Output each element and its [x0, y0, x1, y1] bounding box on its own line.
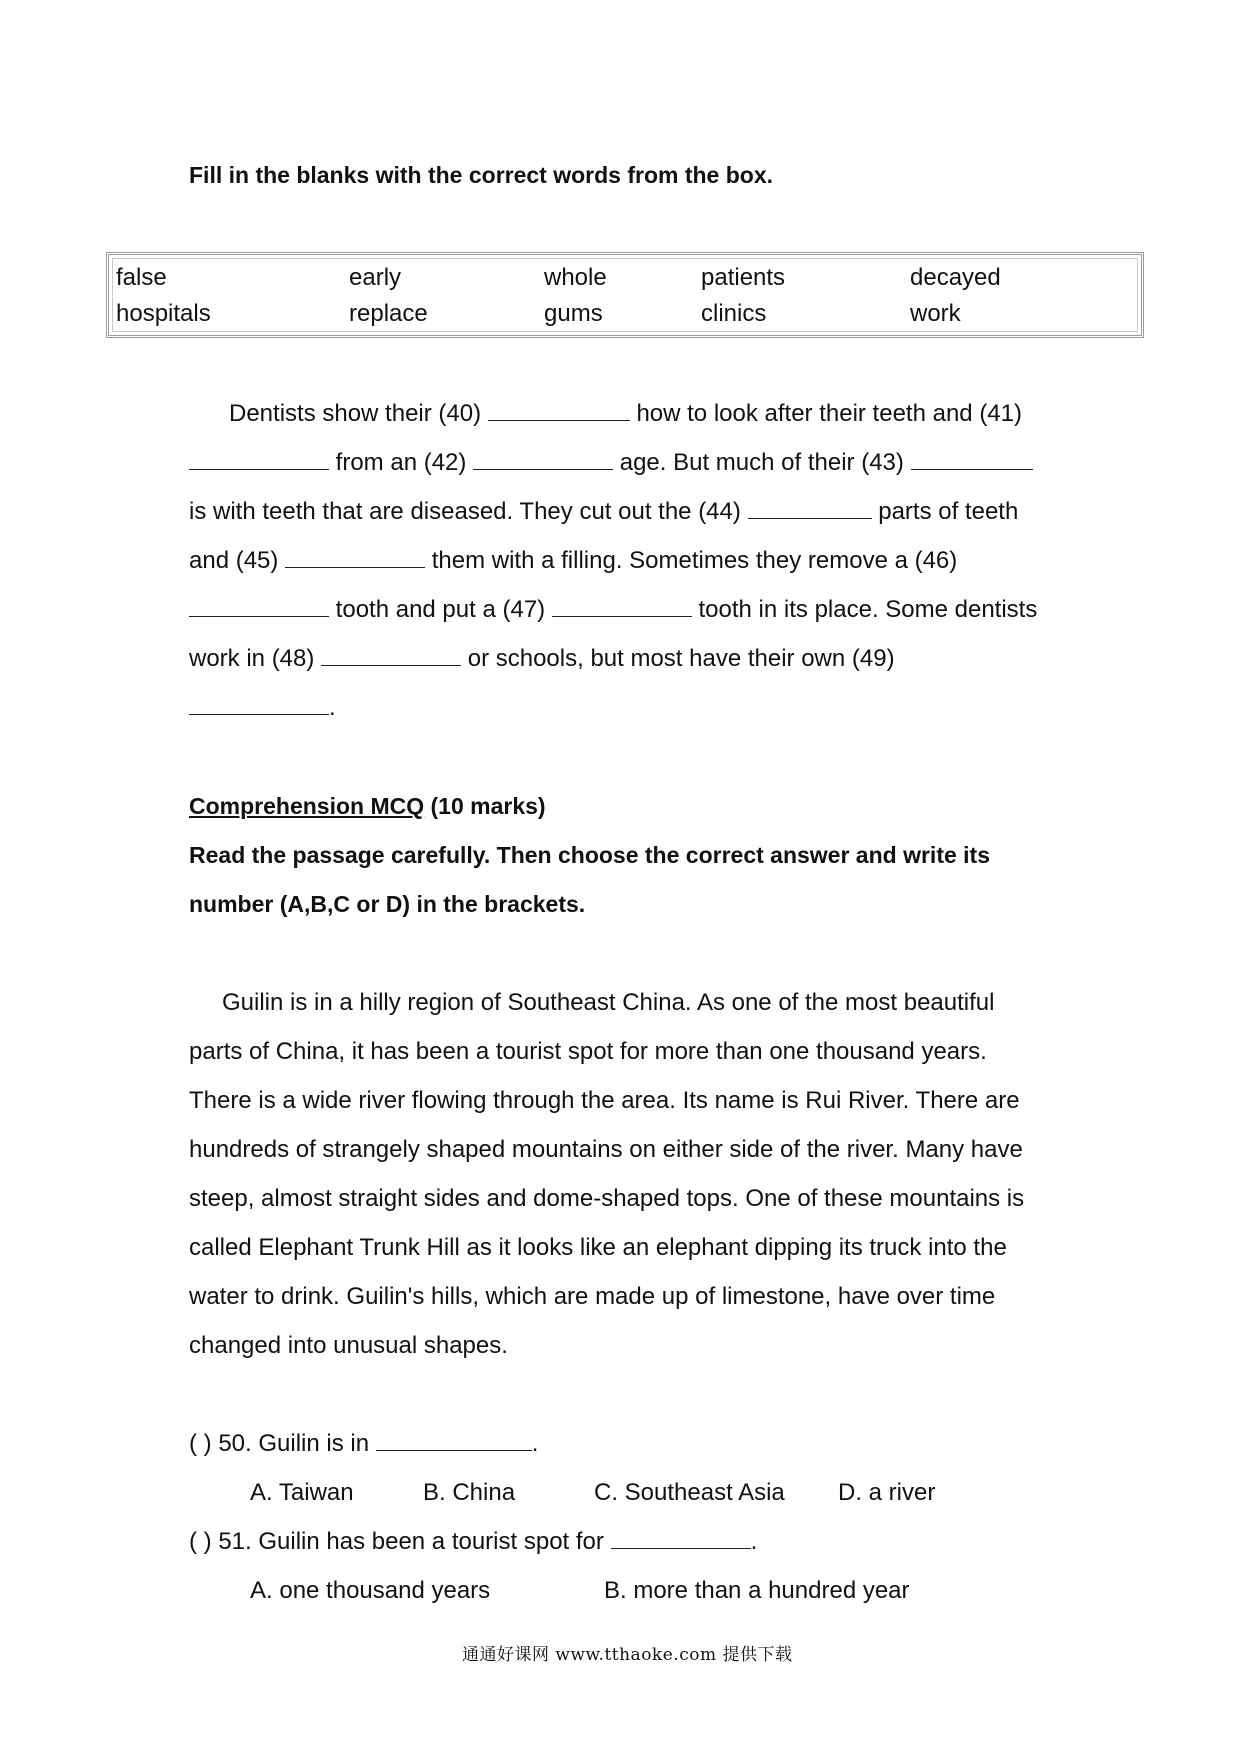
- q50-option-d[interactable]: D. a river: [838, 1479, 936, 1506]
- blank-42[interactable]: [473, 449, 613, 470]
- passage-line: Dentists show their (40) how to look after their teeth and (41): [229, 400, 1022, 427]
- passage-line: work in (48) or schools, but most have their own (49): [189, 645, 895, 672]
- q51-option-a[interactable]: A. one thousand years: [250, 1577, 491, 1604]
- blank-40[interactable]: [488, 400, 630, 421]
- word-item: decayed: [910, 264, 1001, 291]
- q51-option-b[interactable]: B. more than a hundred year: [604, 1577, 910, 1604]
- reading-passage-line: There is a wide river flowing through the area. Its name is Rui River. There are: [189, 1087, 1020, 1114]
- q50-option-b[interactable]: B. China: [423, 1479, 516, 1506]
- question-51: ( ) 51. Guilin has been a tourist spot for .: [189, 1528, 758, 1555]
- blank-44[interactable]: [748, 498, 872, 519]
- passage-line: from an (42) age. But much of their (43): [189, 449, 1033, 477]
- blank-46[interactable]: [189, 596, 329, 617]
- passage-line: tooth and put a (47) tooth in its place. Some dentists: [189, 596, 1037, 624]
- reading-passage-line: changed into unusual shapes.: [189, 1332, 508, 1359]
- question-50: ( ) 50. Guilin is in .: [189, 1430, 539, 1457]
- instruction-line: Read the passage carefully. Then choose the correct answer and write its: [189, 842, 991, 868]
- blank-51[interactable]: [611, 1528, 751, 1549]
- blank-45[interactable]: [285, 547, 425, 568]
- blank-49[interactable]: [189, 694, 329, 715]
- word-item: false: [116, 264, 167, 291]
- q50-option-c[interactable]: C. Southeast Asia: [594, 1479, 785, 1506]
- comprehension-title: Comprehension MCQ (10 marks): [189, 793, 546, 819]
- word-item: hospitals: [116, 300, 211, 327]
- word-box: [106, 252, 1144, 338]
- q50-option-a[interactable]: A. Taiwan: [250, 1479, 354, 1506]
- blank-43[interactable]: [911, 449, 1033, 470]
- blank-41[interactable]: [189, 449, 329, 470]
- page-footer: 通通好课网 www.tthaoke.com 提供下载: [462, 1645, 793, 1665]
- blank-50[interactable]: [376, 1430, 532, 1451]
- word-item: patients: [701, 264, 786, 291]
- word-item: clinics: [701, 300, 767, 327]
- reading-passage-line: hundreds of strangely shaped mountains on either side of the river. Many have: [189, 1136, 1023, 1163]
- word-item: early: [349, 264, 402, 291]
- reading-passage-line: steep, almost straight sides and dome-shaped tops. One of these mountains is: [189, 1185, 1025, 1212]
- word-item: work: [910, 300, 961, 327]
- instruction-line: number (A,B,C or D) in the brackets.: [189, 891, 586, 917]
- blank-48[interactable]: [321, 645, 461, 666]
- reading-passage-line: water to drink. Guilin's hills, which are made up of limestone, have over time: [189, 1283, 996, 1310]
- passage-line: .: [189, 694, 336, 722]
- word-item: whole: [544, 264, 607, 291]
- word-item: replace: [349, 300, 428, 327]
- reading-passage-line: called Elephant Trunk Hill as it looks like an elephant dipping its truck into the: [189, 1234, 1007, 1261]
- reading-passage-line: parts of China, it has been a tourist spot for more than one thousand years.: [189, 1038, 987, 1065]
- passage-line: is with teeth that are diseased. They cut out the (44) parts of teeth: [189, 498, 1019, 525]
- passage-line: and (45) them with a filling. Sometimes they remove a (46): [189, 547, 958, 574]
- word-item: gums: [544, 300, 603, 327]
- fill-blanks-heading: Fill in the blanks with the correct words from the box.: [189, 162, 774, 188]
- reading-passage-line: Guilin is in a hilly region of Southeast China. As one of the most beautiful: [222, 989, 995, 1016]
- blank-47[interactable]: [552, 596, 692, 617]
